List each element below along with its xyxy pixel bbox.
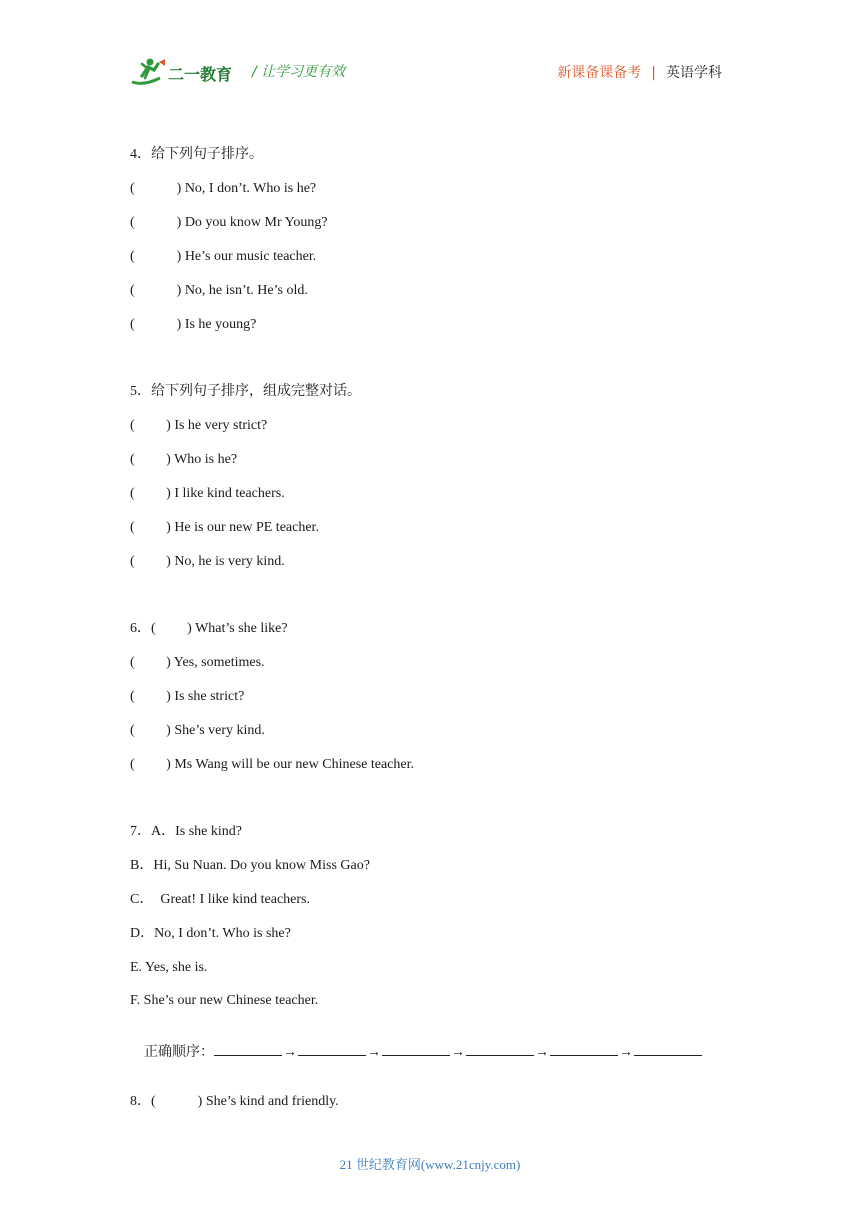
question-4-item: ( ) Do you know Mr Young? (130, 215, 328, 230)
question-4-item: ( ) Is he young? (130, 317, 257, 332)
brand-logo-icon (130, 56, 240, 88)
question-7-option: E. Yes, she is. (130, 960, 208, 975)
question-6-item: ( ) Is she strict? (130, 689, 245, 704)
answer-blank[interactable] (634, 1043, 702, 1056)
arrow-icon: → (283, 1045, 297, 1060)
header-subject (557, 62, 722, 82)
question-5-item: ( ) No, he is very kind. (130, 554, 285, 569)
slogan: / 让学习更有效 (252, 64, 346, 80)
page-header (0, 0, 860, 110)
page-footer: 21 世纪教育网(www.21cnjy.com) (339, 1157, 521, 1172)
question-8-title: 8．( ) She’s kind and friendly. (130, 1094, 339, 1109)
arrow-icon: → (451, 1045, 465, 1060)
answer-blank[interactable] (298, 1043, 366, 1056)
answer-blank[interactable] (550, 1043, 618, 1056)
question-5-item: ( ) Who is he? (130, 452, 238, 467)
question-6-item: ( ) Ms Wang will be our new Chinese teacher. (130, 757, 414, 772)
question-5-item: ( ) Is he very strict? (130, 418, 268, 433)
question-7-option: B．Hi, Su Nuan. Do you know Miss Gao? (130, 858, 370, 873)
logo-text: 二一教育 (168, 65, 233, 84)
question-6-item: ( ) Yes, sometimes. (130, 655, 265, 670)
question-7-option: F. She’s our new Chinese teacher. (130, 993, 319, 1008)
answer-order-label: 正确顺序： (144, 1045, 214, 1060)
header-subject-name: 英语学科 (666, 65, 722, 81)
arrow-icon: → (535, 1045, 549, 1060)
question-7-option: C． Great! I like kind teachers. (130, 892, 310, 907)
arrow-icon: → (367, 1045, 381, 1060)
question-5-item: ( ) He is our new PE teacher. (130, 520, 319, 535)
question-4-item: ( ) He’s our music teacher. (130, 249, 317, 264)
answer-blank[interactable] (214, 1043, 282, 1056)
question-4-item: ( ) No, he isn’t. He’s old. (130, 283, 308, 298)
header-divider: | (651, 65, 656, 81)
answer-order-row (130, 1025, 702, 1080)
question-6-title: 6．( ) What’s she like? (130, 621, 288, 636)
question-7-option: D．No, I don’t. Who is she? (130, 926, 291, 941)
arrow-icon: → (619, 1045, 633, 1060)
header-tagline: 新课备课备考 (557, 65, 642, 81)
question-4-title: 4．给下列句子排序。 (130, 147, 263, 162)
question-6-item: ( ) She’s very kind. (130, 723, 265, 738)
question-5-title: 5．给下列句子排序，组成完整对话。 (130, 384, 361, 399)
answer-blank[interactable] (382, 1043, 450, 1056)
question-5-item: ( ) I like kind teachers. (130, 486, 285, 501)
question-4-item: ( ) No, I don’t. Who is he? (130, 181, 317, 196)
question-7-option: 7．A．Is she kind? (130, 824, 242, 839)
answer-blank[interactable] (466, 1043, 534, 1056)
